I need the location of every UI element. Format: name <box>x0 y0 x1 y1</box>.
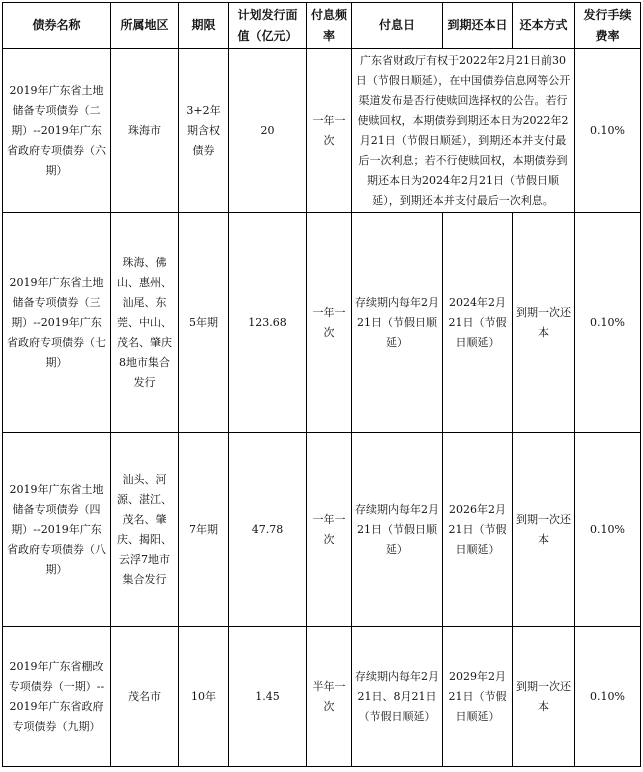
fee-rate: 0.10% <box>575 213 641 433</box>
region: 茂名市 <box>111 627 179 767</box>
maturity-date: 2026年2月21日（节假日顺延） <box>443 433 513 627</box>
table-row <box>3 627 641 767</box>
maturity-date: 2029年2月21日（节假日顺延） <box>443 627 513 767</box>
region: 汕头、河源、湛江、茂名、肇庆、揭阳、云浮7地市集合发行 <box>111 433 179 627</box>
table-row <box>3 433 641 627</box>
region: 珠海、佛山、惠州、汕尾、东莞、中山、茂名、肇庆8地市集合发行 <box>111 213 179 433</box>
maturity-date: 2024年2月21日（节假日顺延） <box>443 213 513 433</box>
header-payment-date: 付息日 <box>352 3 443 49</box>
amount: 20 <box>229 49 307 213</box>
bond-name: 2019年广东省土地储备专项债券（三期）--2019年广东省政府专项债券（七期） <box>3 213 111 433</box>
header-region: 所属地区 <box>111 3 179 49</box>
repayment-method: 到期一次还本 <box>513 213 575 433</box>
bond-table <box>2 2 641 767</box>
term: 3+2年期含权债券 <box>179 49 229 213</box>
frequency: 一年一次 <box>307 433 352 627</box>
table-row <box>3 49 641 213</box>
header-name: 债券名称 <box>3 3 111 49</box>
term: 10年 <box>179 627 229 767</box>
header-row <box>3 3 641 49</box>
amount: 47.78 <box>229 433 307 627</box>
frequency: 半年一次 <box>307 627 352 767</box>
header-frequency: 付息频率 <box>307 3 352 49</box>
bond-name: 2019年广东省土地储备专项债券（二期）--2019年广东省政府专项债券（六期） <box>3 49 111 213</box>
amount: 1.45 <box>229 627 307 767</box>
term: 5年期 <box>179 213 229 433</box>
frequency: 一年一次 <box>307 213 352 433</box>
header-repayment: 还本方式 <box>513 3 575 49</box>
bond-name: 2019年广东省棚改专项债券（一期）--2019年广东省政府专项债券（九期） <box>3 627 111 767</box>
fee-rate: 0.10% <box>575 49 641 213</box>
bond-name: 2019年广东省土地储备专项债券（四期）--2019年广东省政府专项债券（八期） <box>3 433 111 627</box>
header-maturity: 到期还本日 <box>443 3 513 49</box>
frequency: 一年一次 <box>307 49 352 213</box>
fee-rate: 0.10% <box>575 433 641 627</box>
header-term: 期限 <box>179 3 229 49</box>
repayment-method: 到期一次还本 <box>513 433 575 627</box>
amount: 123.68 <box>229 213 307 433</box>
payment-date: 存续期内每年2月21日（节假日顺延） <box>352 433 443 627</box>
header-fee-rate: 发行手续费率 <box>575 3 641 49</box>
repayment-method: 到期一次还本 <box>513 627 575 767</box>
payment-date: 存续期内每年2月21日（节假日顺延） <box>352 213 443 433</box>
region: 珠海市 <box>111 49 179 213</box>
fee-rate: 0.10% <box>575 627 641 767</box>
redemption-note: 广东省财政厅有权于2022年2月21日前30日（节假日顺延），在中国债券信息网等公开渠道发布是否行使赎回选择权的公告。若行使赎回权，本期债券到期还本日为2022年2月21日（节假日顺延），到期还本并支付最后一次利息；若不行使赎回权，本期债券到期还本日为2024年2月21日（节假日顺延），到期还本并支付最后一次利息。 <box>352 49 575 213</box>
header-amount: 计划发行面值（亿元） <box>229 3 307 49</box>
table-row <box>3 213 641 433</box>
term: 7年期 <box>179 433 229 627</box>
payment-date: 存续期内每年2月21日、8月21日（节假日顺延） <box>352 627 443 767</box>
